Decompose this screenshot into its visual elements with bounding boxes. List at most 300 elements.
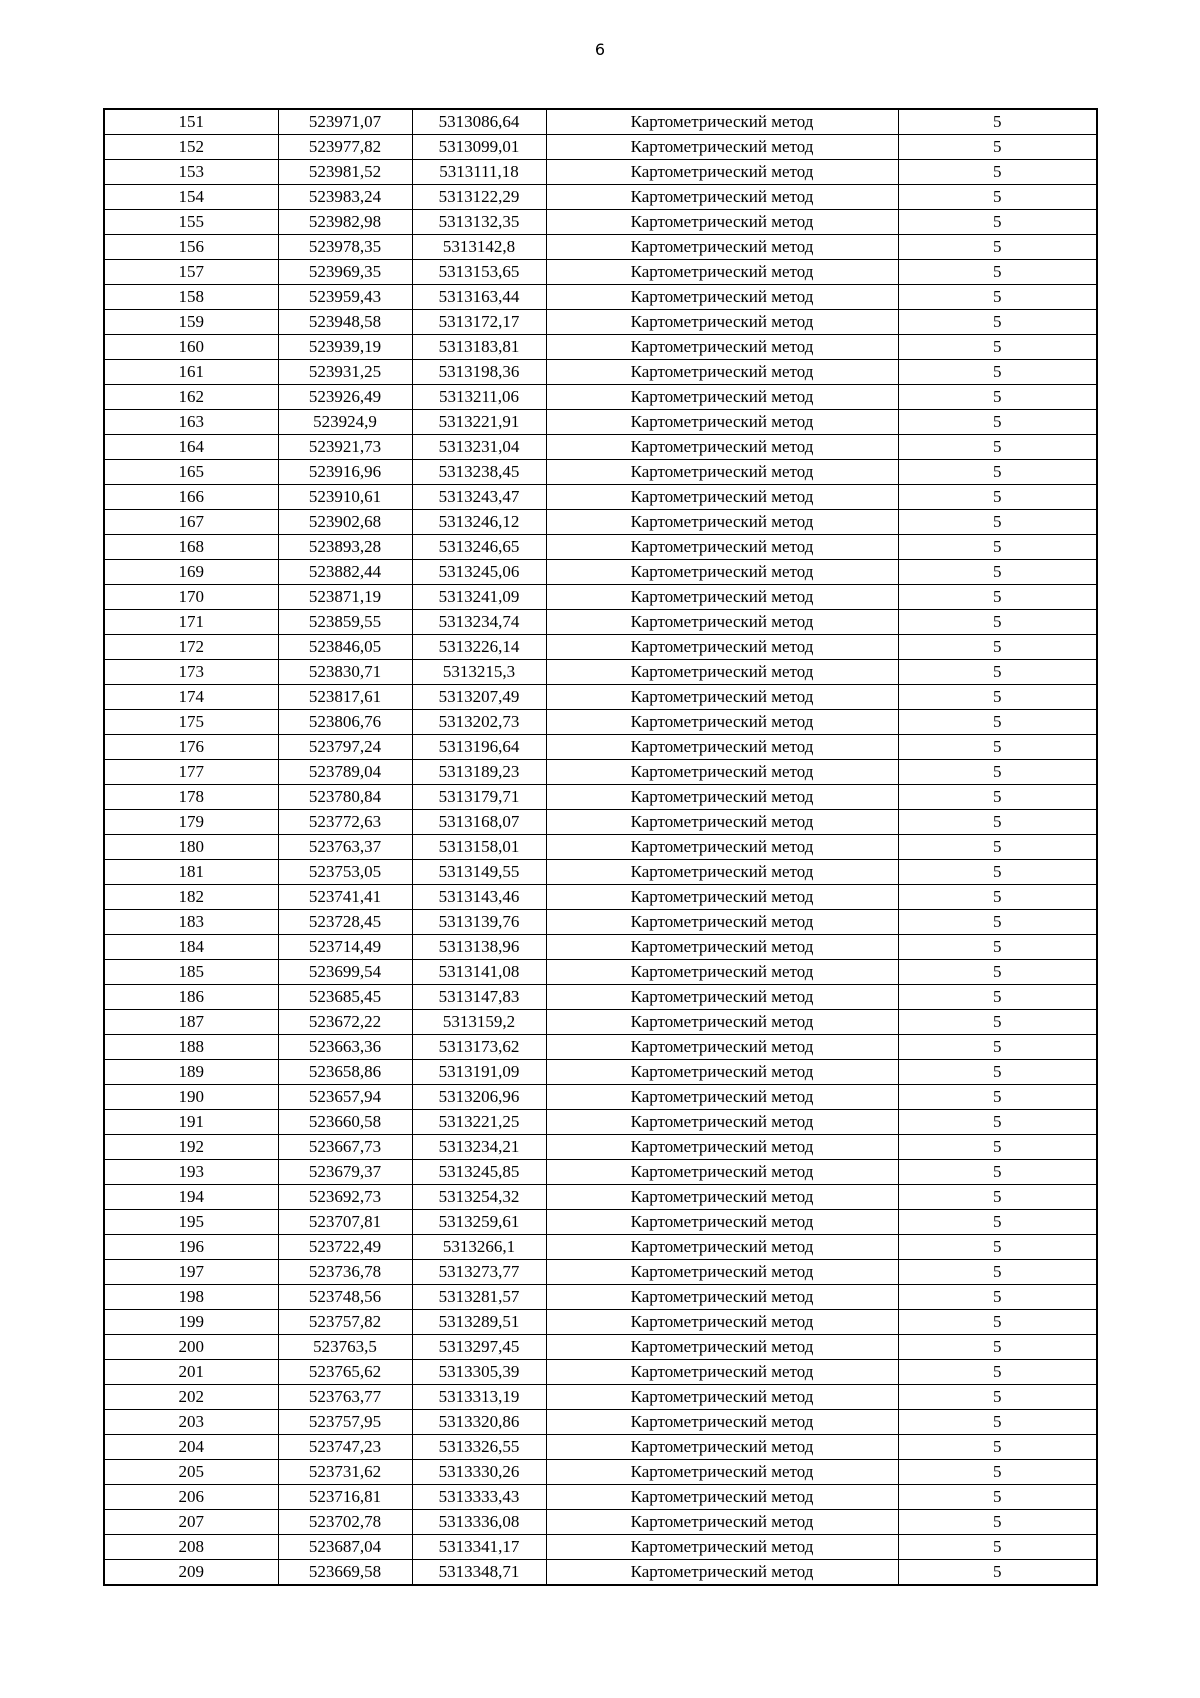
point-number-cell: 201 [104, 1360, 278, 1385]
y-coordinate-cell: 5313183,81 [412, 335, 546, 360]
accuracy-cell: 5 [898, 1485, 1097, 1510]
accuracy-cell: 5 [898, 210, 1097, 235]
method-cell: Картометрический метод [546, 1535, 898, 1560]
x-coordinate-cell: 523757,82 [278, 1310, 412, 1335]
table-row [104, 1035, 1097, 1060]
y-coordinate-cell: 5313163,44 [412, 285, 546, 310]
y-coordinate-cell: 5313086,64 [412, 109, 546, 135]
accuracy-cell: 5 [898, 1010, 1097, 1035]
x-coordinate-cell: 523859,55 [278, 610, 412, 635]
table-row [104, 935, 1097, 960]
y-coordinate-cell: 5313196,64 [412, 735, 546, 760]
accuracy-cell: 5 [898, 660, 1097, 685]
x-coordinate-cell: 523741,41 [278, 885, 412, 910]
point-number-cell: 161 [104, 360, 278, 385]
x-coordinate-cell: 523983,24 [278, 185, 412, 210]
method-cell: Картометрический метод [546, 1110, 898, 1135]
y-coordinate-cell: 5313173,62 [412, 1035, 546, 1060]
table-row [104, 510, 1097, 535]
y-coordinate-cell: 5313149,55 [412, 860, 546, 885]
accuracy-cell: 5 [898, 1035, 1097, 1060]
point-number-cell: 205 [104, 1460, 278, 1485]
y-coordinate-cell: 5313281,57 [412, 1285, 546, 1310]
point-number-cell: 164 [104, 435, 278, 460]
method-cell: Картометрический метод [546, 1485, 898, 1510]
x-coordinate-cell: 523910,61 [278, 485, 412, 510]
point-number-cell: 169 [104, 560, 278, 585]
point-number-cell: 176 [104, 735, 278, 760]
point-number-cell: 202 [104, 1385, 278, 1410]
accuracy-cell: 5 [898, 1385, 1097, 1410]
point-number-cell: 189 [104, 1060, 278, 1085]
table-row [104, 1310, 1097, 1335]
x-coordinate-cell: 523722,49 [278, 1235, 412, 1260]
y-coordinate-cell: 5313266,1 [412, 1235, 546, 1260]
table-row [104, 185, 1097, 210]
table-row [104, 485, 1097, 510]
point-number-cell: 158 [104, 285, 278, 310]
y-coordinate-cell: 5313168,07 [412, 810, 546, 835]
table-row [104, 1110, 1097, 1135]
point-number-cell: 194 [104, 1185, 278, 1210]
y-coordinate-cell: 5313179,71 [412, 785, 546, 810]
table-row [104, 1260, 1097, 1285]
accuracy-cell: 5 [898, 585, 1097, 610]
method-cell: Картометрический метод [546, 610, 898, 635]
table-row [104, 710, 1097, 735]
x-coordinate-cell: 523948,58 [278, 310, 412, 335]
accuracy-cell: 5 [898, 785, 1097, 810]
table-row [104, 260, 1097, 285]
point-number-cell: 192 [104, 1135, 278, 1160]
point-number-cell: 185 [104, 960, 278, 985]
x-coordinate-cell: 523672,22 [278, 1010, 412, 1035]
y-coordinate-cell: 5313234,74 [412, 610, 546, 635]
accuracy-cell: 5 [898, 1260, 1097, 1285]
table-row [104, 860, 1097, 885]
point-number-cell: 159 [104, 310, 278, 335]
x-coordinate-cell: 523789,04 [278, 760, 412, 785]
table-row [104, 1135, 1097, 1160]
x-coordinate-cell: 523728,45 [278, 910, 412, 935]
y-coordinate-cell: 5313341,17 [412, 1535, 546, 1560]
point-number-cell: 167 [104, 510, 278, 535]
accuracy-cell: 5 [898, 735, 1097, 760]
table-row [104, 960, 1097, 985]
y-coordinate-cell: 5313221,91 [412, 410, 546, 435]
method-cell: Картометрический метод [546, 1360, 898, 1385]
x-coordinate-cell: 523658,86 [278, 1060, 412, 1085]
table-row [104, 135, 1097, 160]
x-coordinate-cell: 523846,05 [278, 635, 412, 660]
x-coordinate-cell: 523702,78 [278, 1510, 412, 1535]
table-row [104, 1385, 1097, 1410]
table-row [104, 460, 1097, 485]
method-cell: Картометрический метод [546, 585, 898, 610]
y-coordinate-cell: 5313246,12 [412, 510, 546, 535]
point-number-cell: 179 [104, 810, 278, 835]
y-coordinate-cell: 5313297,45 [412, 1335, 546, 1360]
y-coordinate-cell: 5313330,26 [412, 1460, 546, 1485]
point-number-cell: 173 [104, 660, 278, 685]
x-coordinate-cell: 523716,81 [278, 1485, 412, 1510]
table-row [104, 360, 1097, 385]
table-row [104, 109, 1097, 135]
method-cell: Картометрический метод [546, 735, 898, 760]
table-row [104, 1085, 1097, 1110]
table-row [104, 735, 1097, 760]
x-coordinate-cell: 523780,84 [278, 785, 412, 810]
y-coordinate-cell: 5313215,3 [412, 660, 546, 685]
point-number-cell: 152 [104, 135, 278, 160]
accuracy-cell: 5 [898, 1510, 1097, 1535]
x-coordinate-cell: 523981,52 [278, 160, 412, 185]
point-number-cell: 165 [104, 460, 278, 485]
accuracy-cell: 5 [898, 760, 1097, 785]
x-coordinate-cell: 523971,07 [278, 109, 412, 135]
point-number-cell: 209 [104, 1560, 278, 1586]
accuracy-cell: 5 [898, 1535, 1097, 1560]
method-cell: Картометрический метод [546, 1510, 898, 1535]
accuracy-cell: 5 [898, 610, 1097, 635]
table-row [104, 785, 1097, 810]
method-cell: Картометрический метод [546, 109, 898, 135]
accuracy-cell: 5 [898, 1235, 1097, 1260]
table-row [104, 1010, 1097, 1035]
x-coordinate-cell: 523663,36 [278, 1035, 412, 1060]
y-coordinate-cell: 5313202,73 [412, 710, 546, 735]
accuracy-cell: 5 [898, 109, 1097, 135]
point-number-cell: 177 [104, 760, 278, 785]
y-coordinate-cell: 5313245,85 [412, 1160, 546, 1185]
y-coordinate-cell: 5313111,18 [412, 160, 546, 185]
accuracy-cell: 5 [898, 960, 1097, 985]
accuracy-cell: 5 [898, 260, 1097, 285]
method-cell: Картометрический метод [546, 360, 898, 385]
accuracy-cell: 5 [898, 1360, 1097, 1385]
method-cell: Картометрический метод [546, 1060, 898, 1085]
accuracy-cell: 5 [898, 510, 1097, 535]
point-number-cell: 157 [104, 260, 278, 285]
accuracy-cell: 5 [898, 410, 1097, 435]
accuracy-cell: 5 [898, 535, 1097, 560]
accuracy-cell: 5 [898, 635, 1097, 660]
accuracy-cell: 5 [898, 1110, 1097, 1135]
table-row [104, 885, 1097, 910]
x-coordinate-cell: 523667,73 [278, 1135, 412, 1160]
method-cell: Картометрический метод [546, 760, 898, 785]
y-coordinate-cell: 5313099,01 [412, 135, 546, 160]
accuracy-cell: 5 [898, 835, 1097, 860]
table-row [104, 985, 1097, 1010]
method-cell: Картометрический метод [546, 1260, 898, 1285]
accuracy-cell: 5 [898, 235, 1097, 260]
method-cell: Картометрический метод [546, 285, 898, 310]
y-coordinate-cell: 5313333,43 [412, 1485, 546, 1510]
point-number-cell: 171 [104, 610, 278, 635]
x-coordinate-cell: 523893,28 [278, 535, 412, 560]
method-cell: Картометрический метод [546, 1085, 898, 1110]
table-row [104, 535, 1097, 560]
y-coordinate-cell: 5313189,23 [412, 760, 546, 785]
y-coordinate-cell: 5313132,35 [412, 210, 546, 235]
y-coordinate-cell: 5313336,08 [412, 1510, 546, 1535]
y-coordinate-cell: 5313172,17 [412, 310, 546, 335]
point-number-cell: 166 [104, 485, 278, 510]
point-number-cell: 196 [104, 1235, 278, 1260]
accuracy-cell: 5 [898, 485, 1097, 510]
x-coordinate-cell: 523669,58 [278, 1560, 412, 1586]
method-cell: Картометрический метод [546, 935, 898, 960]
point-number-cell: 200 [104, 1335, 278, 1360]
y-coordinate-cell: 5313158,01 [412, 835, 546, 860]
x-coordinate-cell: 523916,96 [278, 460, 412, 485]
accuracy-cell: 5 [898, 160, 1097, 185]
point-number-cell: 191 [104, 1110, 278, 1135]
x-coordinate-cell: 523765,62 [278, 1360, 412, 1385]
point-number-cell: 163 [104, 410, 278, 435]
y-coordinate-cell: 5313141,08 [412, 960, 546, 985]
y-coordinate-cell: 5313142,8 [412, 235, 546, 260]
y-coordinate-cell: 5313143,46 [412, 885, 546, 910]
method-cell: Картометрический метод [546, 460, 898, 485]
accuracy-cell: 5 [898, 1285, 1097, 1310]
accuracy-cell: 5 [898, 1135, 1097, 1160]
accuracy-cell: 5 [898, 310, 1097, 335]
table-row [104, 285, 1097, 310]
table-row [104, 1210, 1097, 1235]
method-cell: Картометрический метод [546, 685, 898, 710]
table-row [104, 585, 1097, 610]
y-coordinate-cell: 5313159,2 [412, 1010, 546, 1035]
x-coordinate-cell: 523763,77 [278, 1385, 412, 1410]
x-coordinate-cell: 523817,61 [278, 685, 412, 710]
method-cell: Картометрический метод [546, 1560, 898, 1586]
y-coordinate-cell: 5313320,86 [412, 1410, 546, 1435]
method-cell: Картометрический метод [546, 1010, 898, 1035]
accuracy-cell: 5 [898, 460, 1097, 485]
method-cell: Картометрический метод [546, 985, 898, 1010]
accuracy-cell: 5 [898, 1060, 1097, 1085]
point-number-cell: 154 [104, 185, 278, 210]
method-cell: Картометрический метод [546, 660, 898, 685]
method-cell: Картометрический метод [546, 910, 898, 935]
table-row [104, 1410, 1097, 1435]
y-coordinate-cell: 5313238,45 [412, 460, 546, 485]
accuracy-cell: 5 [898, 360, 1097, 385]
x-coordinate-cell: 523939,19 [278, 335, 412, 360]
x-coordinate-cell: 523707,81 [278, 1210, 412, 1235]
method-cell: Картометрический метод [546, 710, 898, 735]
table-row [104, 1510, 1097, 1535]
y-coordinate-cell: 5313139,76 [412, 910, 546, 935]
table-row [104, 1435, 1097, 1460]
point-number-cell: 180 [104, 835, 278, 860]
method-cell: Картометрический метод [546, 785, 898, 810]
y-coordinate-cell: 5313226,14 [412, 635, 546, 660]
point-number-cell: 175 [104, 710, 278, 735]
x-coordinate-cell: 523763,5 [278, 1335, 412, 1360]
accuracy-cell: 5 [898, 135, 1097, 160]
x-coordinate-cell: 523871,19 [278, 585, 412, 610]
x-coordinate-cell: 523714,49 [278, 935, 412, 960]
x-coordinate-cell: 523982,98 [278, 210, 412, 235]
point-number-cell: 186 [104, 985, 278, 1010]
point-number-cell: 195 [104, 1210, 278, 1235]
x-coordinate-cell: 523757,95 [278, 1410, 412, 1435]
y-coordinate-cell: 5313231,04 [412, 435, 546, 460]
point-number-cell: 203 [104, 1410, 278, 1435]
y-coordinate-cell: 5313259,61 [412, 1210, 546, 1235]
table-row [104, 560, 1097, 585]
x-coordinate-cell: 523797,24 [278, 735, 412, 760]
accuracy-cell: 5 [898, 335, 1097, 360]
coordinates-table-body [104, 109, 1097, 1585]
y-coordinate-cell: 5313221,25 [412, 1110, 546, 1135]
method-cell: Картометрический метод [546, 1410, 898, 1435]
accuracy-cell: 5 [898, 1210, 1097, 1235]
table-row [104, 1335, 1097, 1360]
table-row [104, 1235, 1097, 1260]
y-coordinate-cell: 5313243,47 [412, 485, 546, 510]
x-coordinate-cell: 523736,78 [278, 1260, 412, 1285]
table-row [104, 160, 1097, 185]
method-cell: Картометрический метод [546, 485, 898, 510]
point-number-cell: 193 [104, 1160, 278, 1185]
y-coordinate-cell: 5313122,29 [412, 185, 546, 210]
point-number-cell: 153 [104, 160, 278, 185]
x-coordinate-cell: 523692,73 [278, 1185, 412, 1210]
point-number-cell: 174 [104, 685, 278, 710]
point-number-cell: 208 [104, 1535, 278, 1560]
accuracy-cell: 5 [898, 1460, 1097, 1485]
x-coordinate-cell: 523679,37 [278, 1160, 412, 1185]
method-cell: Картометрический метод [546, 310, 898, 335]
x-coordinate-cell: 523731,62 [278, 1460, 412, 1485]
point-number-cell: 198 [104, 1285, 278, 1310]
accuracy-cell: 5 [898, 385, 1097, 410]
accuracy-cell: 5 [898, 1085, 1097, 1110]
x-coordinate-cell: 523959,43 [278, 285, 412, 310]
point-number-cell: 183 [104, 910, 278, 935]
y-coordinate-cell: 5313241,09 [412, 585, 546, 610]
table-row [104, 910, 1097, 935]
method-cell: Картометрический метод [546, 135, 898, 160]
table-row [104, 1060, 1097, 1085]
y-coordinate-cell: 5313313,19 [412, 1385, 546, 1410]
method-cell: Картометрический метод [546, 1160, 898, 1185]
method-cell: Картометрический метод [546, 210, 898, 235]
y-coordinate-cell: 5313234,21 [412, 1135, 546, 1160]
y-coordinate-cell: 5313147,83 [412, 985, 546, 1010]
method-cell: Картометрический метод [546, 1235, 898, 1260]
point-number-cell: 188 [104, 1035, 278, 1060]
accuracy-cell: 5 [898, 860, 1097, 885]
x-coordinate-cell: 523699,54 [278, 960, 412, 985]
accuracy-cell: 5 [898, 1410, 1097, 1435]
table-row [104, 660, 1097, 685]
point-number-cell: 204 [104, 1435, 278, 1460]
x-coordinate-cell: 523978,35 [278, 235, 412, 260]
method-cell: Картометрический метод [546, 385, 898, 410]
y-coordinate-cell: 5313326,55 [412, 1435, 546, 1460]
table-row [104, 310, 1097, 335]
x-coordinate-cell: 523687,04 [278, 1535, 412, 1560]
table-row [104, 1560, 1097, 1586]
method-cell: Картометрический метод [546, 635, 898, 660]
y-coordinate-cell: 5313348,71 [412, 1560, 546, 1586]
x-coordinate-cell: 523926,49 [278, 385, 412, 410]
method-cell: Картометрический метод [546, 260, 898, 285]
point-number-cell: 181 [104, 860, 278, 885]
table-row [104, 235, 1097, 260]
table-row [104, 610, 1097, 635]
point-number-cell: 162 [104, 385, 278, 410]
method-cell: Картометрический метод [546, 1385, 898, 1410]
table-row [104, 1535, 1097, 1560]
table-row [104, 685, 1097, 710]
point-number-cell: 182 [104, 885, 278, 910]
point-number-cell: 187 [104, 1010, 278, 1035]
point-number-cell: 156 [104, 235, 278, 260]
method-cell: Картометрический метод [546, 1035, 898, 1060]
method-cell: Картометрический метод [546, 885, 898, 910]
method-cell: Картометрический метод [546, 810, 898, 835]
accuracy-cell: 5 [898, 435, 1097, 460]
point-number-cell: 197 [104, 1260, 278, 1285]
y-coordinate-cell: 5313289,51 [412, 1310, 546, 1335]
method-cell: Картометрический метод [546, 435, 898, 460]
x-coordinate-cell: 523748,56 [278, 1285, 412, 1310]
point-number-cell: 190 [104, 1085, 278, 1110]
table-row [104, 835, 1097, 860]
method-cell: Картометрический метод [546, 235, 898, 260]
table-row [104, 1460, 1097, 1485]
y-coordinate-cell: 5313254,32 [412, 1185, 546, 1210]
point-number-cell: 160 [104, 335, 278, 360]
table-row [104, 1285, 1097, 1310]
method-cell: Картометрический метод [546, 1335, 898, 1360]
method-cell: Картометрический метод [546, 1435, 898, 1460]
method-cell: Картометрический метод [546, 835, 898, 860]
accuracy-cell: 5 [898, 1160, 1097, 1185]
method-cell: Картометрический метод [546, 1460, 898, 1485]
x-coordinate-cell: 523969,35 [278, 260, 412, 285]
accuracy-cell: 5 [898, 685, 1097, 710]
table-row [104, 1360, 1097, 1385]
x-coordinate-cell: 523657,94 [278, 1085, 412, 1110]
table-row [104, 1160, 1097, 1185]
accuracy-cell: 5 [898, 1310, 1097, 1335]
page-number: 6 [594, 40, 606, 59]
accuracy-cell: 5 [898, 810, 1097, 835]
accuracy-cell: 5 [898, 560, 1097, 585]
x-coordinate-cell: 523763,37 [278, 835, 412, 860]
method-cell: Картометрический метод [546, 160, 898, 185]
coordinates-table [103, 108, 1098, 1586]
table-row [104, 335, 1097, 360]
method-cell: Картометрический метод [546, 1310, 898, 1335]
y-coordinate-cell: 5313211,06 [412, 385, 546, 410]
point-number-cell: 184 [104, 935, 278, 960]
table-row [104, 385, 1097, 410]
table-row [104, 410, 1097, 435]
y-coordinate-cell: 5313198,36 [412, 360, 546, 385]
accuracy-cell: 5 [898, 1185, 1097, 1210]
x-coordinate-cell: 523747,23 [278, 1435, 412, 1460]
point-number-cell: 170 [104, 585, 278, 610]
x-coordinate-cell: 523931,25 [278, 360, 412, 385]
